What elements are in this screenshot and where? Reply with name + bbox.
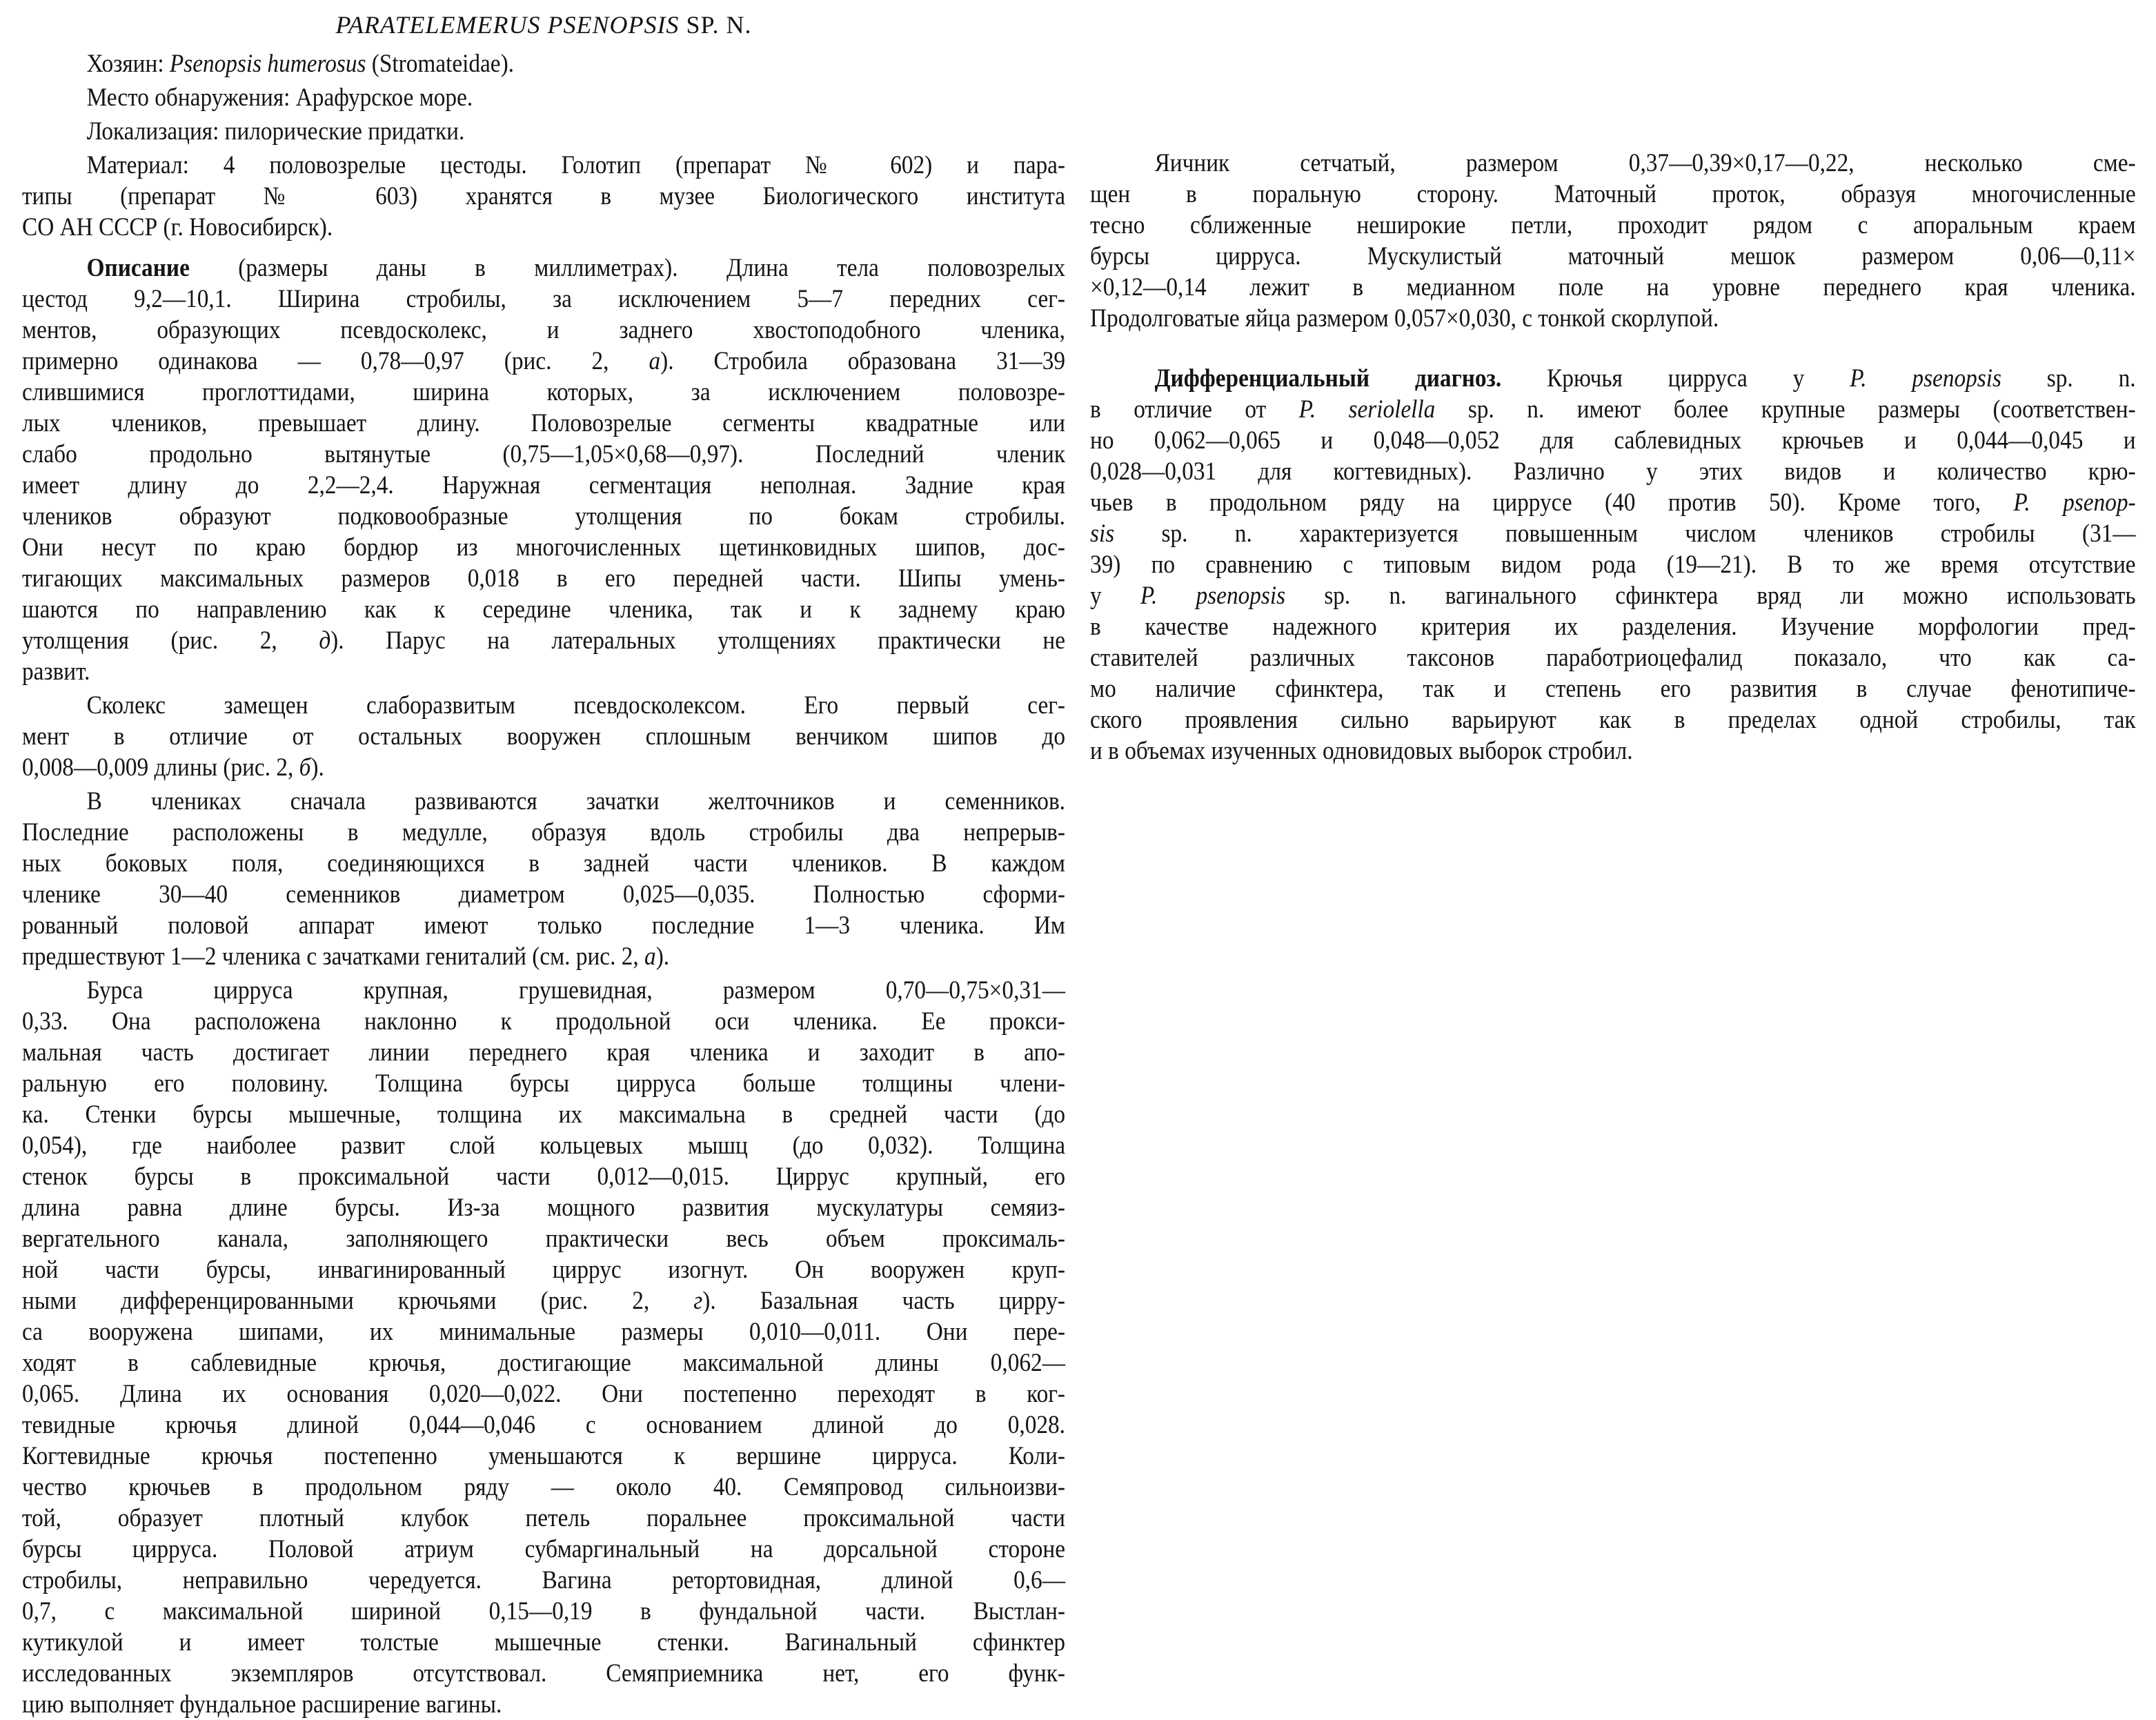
text-line: кутикулой и имеет толстые мышечные стенки. Вагинальный сфинктер — [22, 1628, 1065, 1657]
text-line: мальная часть достигает линии переднего края членика и заходит в апо- — [22, 1038, 1065, 1067]
text-line — [22, 941, 1065, 972]
italic-term: а — [649, 347, 661, 375]
text-segment: чьев в продольном ряду на циррусе (40 против 50). Кроме того, — [1090, 488, 2014, 517]
text-line: той, образует плотный клубок петель поральнее проксимальной части — [22, 1504, 1065, 1532]
text-line: в качестве надежного критерия их разделения. Изучение морфологии пред- — [1090, 613, 2136, 641]
text-line: ×0,12—0,14 лежит в медианном поле на уровне переднего края членика. — [1090, 273, 2136, 302]
text-line: 39) по сравнению с типовым видом рода (19—21). В то же время отсутствие — [1090, 551, 2136, 579]
text-line: шаются по направлению как к середине членика, так и к заднему краю — [22, 595, 1065, 624]
text-line: ка. Стенки бурсы мышечные, толщина их максимальна в средней части (до — [22, 1100, 1065, 1129]
text-line: 0,7, с максимальной шириной 0,15—0,19 в фундальной части. Выстлан- — [22, 1597, 1065, 1625]
text-line: слабо продольно вытянутые (0,75—1,05×0,68—0,97). Последний членик — [22, 440, 1065, 468]
text-line: Последние расположены в медулле, образуя вдоль стробилы два непрерыв- — [22, 818, 1065, 847]
text-line: Они несут по краю бордюр из многочисленных щетинковидных шипов, дос- — [22, 533, 1065, 562]
text-line: СО АН СССР (г. Новосибирск). — [22, 213, 333, 241]
italic-term: P. psenopsis — [1140, 582, 1286, 610]
article-title — [22, 8, 1065, 41]
text-line: са вооружена шипами, их минимальные размеры 0,010—0,011. Они пере- — [22, 1318, 1065, 1346]
text-segment: ). Парус на латеральных утолщениях практически не — [330, 626, 1065, 655]
text-line: ходят в саблевидные крючья, достигающие максимальной длины 0,062— — [22, 1349, 1065, 1377]
text-line: В члениках сначала развиваются зачатки желточников и семенников. — [86, 787, 1066, 815]
text-segment: sp. n. вагинального сфинктера вряд ли можно использовать — [1285, 582, 2136, 610]
text-line: развит. — [22, 658, 90, 686]
left-column — [22, 46, 1065, 1720]
text-segment: sp. n. имеют более крупные размеры (соответствен- — [1435, 395, 2136, 424]
text-line — [22, 625, 1065, 656]
text-line: щен в поральную сторону. Маточный проток, образуя многочисленные — [1090, 180, 2136, 208]
text-line: исследованных экземпляров отсутствовал. Семяприемника нет, его функ- — [22, 1659, 1065, 1688]
text-line: Продолговатые яйца размером 0,057×0,030, с тонкой скорлупой. — [1090, 304, 1719, 333]
right-column — [1090, 145, 2136, 767]
italic-term: P. seriolella — [1298, 395, 1436, 424]
paragraph — [22, 116, 1065, 147]
text-line: но 0,062—0,065 и 0,048—0,052 для саблевидных крючьев и 0,044—0,045 и — [1090, 426, 2136, 455]
paragraph — [1090, 148, 2136, 334]
text-line: длина равна длине бурсы. Из-за мощного развития мускулатуры семяиз- — [22, 1194, 1065, 1222]
species-novelty-mark: SP. N. — [679, 11, 752, 39]
text-line: чество крючьев в продольном ряду — около 40. Семяпровод сильноизви- — [22, 1473, 1065, 1501]
text-line: цию выполняет фундальное расширение вагины. — [22, 1690, 502, 1719]
text-segment: у — [1090, 582, 1140, 610]
text-line: Сколекс замещен слаборазвитым псевдосколексом. Его первый сег- — [86, 691, 1066, 720]
italic-term: P. psenopsis — [1850, 364, 2001, 393]
text-line — [22, 253, 1065, 284]
text-segment: Хозяин: — [86, 50, 170, 78]
text-line: 0,33. Она расположена наклонно к продольной оси членика. Ее прокси- — [22, 1007, 1065, 1036]
text-line: Материал: 4 половозрелые цестоды. Голотип (препарат № 602) и пара- — [86, 151, 1066, 179]
paragraph — [22, 786, 1065, 972]
text-segment: примерно одинакова — 0,78—0,97 (рис. 2, — [22, 347, 649, 375]
text-line: Яичник сетчатый, размером 0,37—0,39×0,17—0,22, несколько сме- — [1154, 149, 2136, 177]
text-segment: ). — [310, 753, 324, 782]
text-line — [22, 1285, 1065, 1316]
text-line: Место обнаружения: Арафурское море. — [86, 83, 473, 112]
text-line — [22, 48, 1065, 79]
text-segment: ). Стробила образована 31—39 — [660, 347, 1065, 375]
text-line: Когтевидные крючья постепенно уменьшаются к вершине цирруса. Коли- — [22, 1442, 1065, 1470]
text-line: члеников образуют подковообразные утолщения по бокам стробилы. — [22, 502, 1065, 531]
text-segment: в отличие от — [1090, 395, 1299, 424]
text-line: рованный половой аппарат имеют только последние 1—3 членика. Им — [22, 911, 1065, 940]
italic-term: sis — [1090, 520, 1115, 548]
text-line: и в объемах изученных одновидовых выборок стробил. — [1090, 737, 1633, 765]
text-line: лых члеников, превышает длину. Половозрелые сегменты квадратные или — [22, 409, 1065, 437]
text-line — [1090, 487, 2136, 518]
text-line: мо наличие сфинктера, так и степень его развития в случае фенотипиче- — [1090, 675, 2136, 703]
text-line: тигающих максимальных размеров 0,018 в его передней части. Шипы умень- — [22, 564, 1065, 593]
italic-term: г — [693, 1287, 703, 1315]
bold-heading: Описание — [86, 254, 190, 282]
paragraph — [22, 975, 1065, 1720]
text-line: мент в отличие от остальных вооружен сплошным венчиком шипов до — [22, 722, 1065, 751]
text-line: ментов, образующих псевдосколекс, и заднего хвостоподобного членика, — [22, 316, 1065, 344]
text-line — [1090, 363, 2136, 394]
text-line: Бурса цирруса крупная, грушевидная, размером 0,70—0,75×0,31— — [86, 976, 1066, 1005]
text-segment: ). Базальная часть цирру- — [702, 1287, 1066, 1315]
text-line — [1090, 518, 2136, 549]
text-segment: утолщения (рис. 2, — [22, 626, 319, 655]
text-line: 0,054), где наиболее развит слой кольцевых мышц (до 0,032). Толщина — [22, 1131, 1065, 1160]
text-segment: (размеры даны в миллиметрах). Длина тела половозрелых — [189, 254, 1065, 282]
italic-term: б — [299, 753, 311, 782]
text-line: 0,065. Длина их основания 0,020—0,022. Они постепенно переходят в ког- — [22, 1380, 1065, 1408]
text-segment: предшествуют 1—2 членика с зачатками гениталий (см. рис. 2, — [22, 942, 645, 971]
text-segment: sp. n. характеризуется повышенным числом члеников стробилы (31— — [1114, 520, 2136, 548]
text-line: ральную его половину. Толщина бурсы цирруса больше толщины члени- — [22, 1069, 1065, 1098]
text-segment: Крючья цирруса у — [1501, 364, 1850, 393]
text-line: ных боковых поля, соединяющихся в задней части члеников. В каждом — [22, 849, 1065, 878]
text-line: имеет длину до 2,2—2,4. Наружная сегментация неполная. Задние края — [22, 471, 1065, 500]
text-line: бурсы цирруса. Мускулистый маточный мешок размером 0,06—0,11× — [1090, 242, 2136, 270]
text-line: вергательного канала, заполняющего практически весь объем проксималь- — [22, 1225, 1065, 1253]
bold-heading: Дифференциальный диагноз. — [1154, 364, 1502, 393]
text-segment: (Stromateidae). — [366, 50, 515, 78]
species-name: PARATELEMERUS PSENOPSIS — [335, 11, 680, 39]
text-line — [22, 346, 1065, 377]
italic-term: Psenopsis humerosus — [169, 50, 366, 78]
paragraph — [22, 690, 1065, 783]
text-segment: 0,008—0,009 длины (рис. 2, — [22, 753, 299, 782]
text-line: членике 30—40 семенников диаметром 0,025—0,035. Полностью сформи- — [22, 880, 1065, 909]
paragraph — [22, 150, 1065, 243]
italic-term: а — [644, 942, 656, 971]
italic-term: P. psenop- — [2013, 488, 2136, 517]
italic-term: д — [319, 626, 331, 655]
text-line — [1090, 394, 2136, 425]
paragraph — [22, 48, 1065, 79]
text-line: цестод 9,2—10,1. Ширина стробилы, за исключением 5—7 передних сег- — [22, 285, 1065, 313]
text-line: 0,028—0,031 для когтевидных). Различно у этих видов и количество крю- — [1090, 457, 2136, 486]
text-segment: ными дифференцированными крючьями (рис. 2, — [22, 1287, 694, 1315]
text-line: слившимися проглоттидами, ширина которых, за исключением половозре- — [22, 378, 1065, 406]
text-line: Локализация: пилорические придатки. — [86, 117, 465, 146]
text-line — [1090, 580, 2136, 611]
text-line: стенок бурсы в проксимальной части 0,012—0,015. Циррус крупный, его — [22, 1163, 1065, 1191]
text-line: ского проявления сильно варьируют как в пределах одной стробилы, так — [1090, 706, 2136, 734]
text-line: тесно сближенные неширокие петли, проходит рядом с апоральным краем — [1090, 211, 2136, 239]
paragraph — [22, 253, 1065, 687]
text-line: бурсы цирруса. Половой атриум субмаргинальный на дорсальной стороне — [22, 1535, 1065, 1563]
text-segment: sp. n. — [2001, 364, 2136, 393]
text-segment: ). — [655, 942, 670, 971]
text-line — [22, 752, 1065, 783]
text-line: типы (препарат № 603) хранятся в музее Биологического института — [22, 182, 1065, 210]
paragraph — [1090, 363, 2136, 767]
text-line: тевидные крючья длиной 0,044—0,046 с основанием длиной до 0,028. — [22, 1411, 1065, 1439]
text-line: стробилы, неправильно чередуется. Вагина ретортовидная, длиной 0,6— — [22, 1566, 1065, 1594]
text-line: ной части бурсы, инвагинированный циррус изогнут. Он вооружен круп- — [22, 1256, 1065, 1284]
paragraph — [22, 82, 1065, 113]
text-line: ставителей различных таксонов паработриоцефалид показало, что как са- — [1090, 644, 2136, 672]
